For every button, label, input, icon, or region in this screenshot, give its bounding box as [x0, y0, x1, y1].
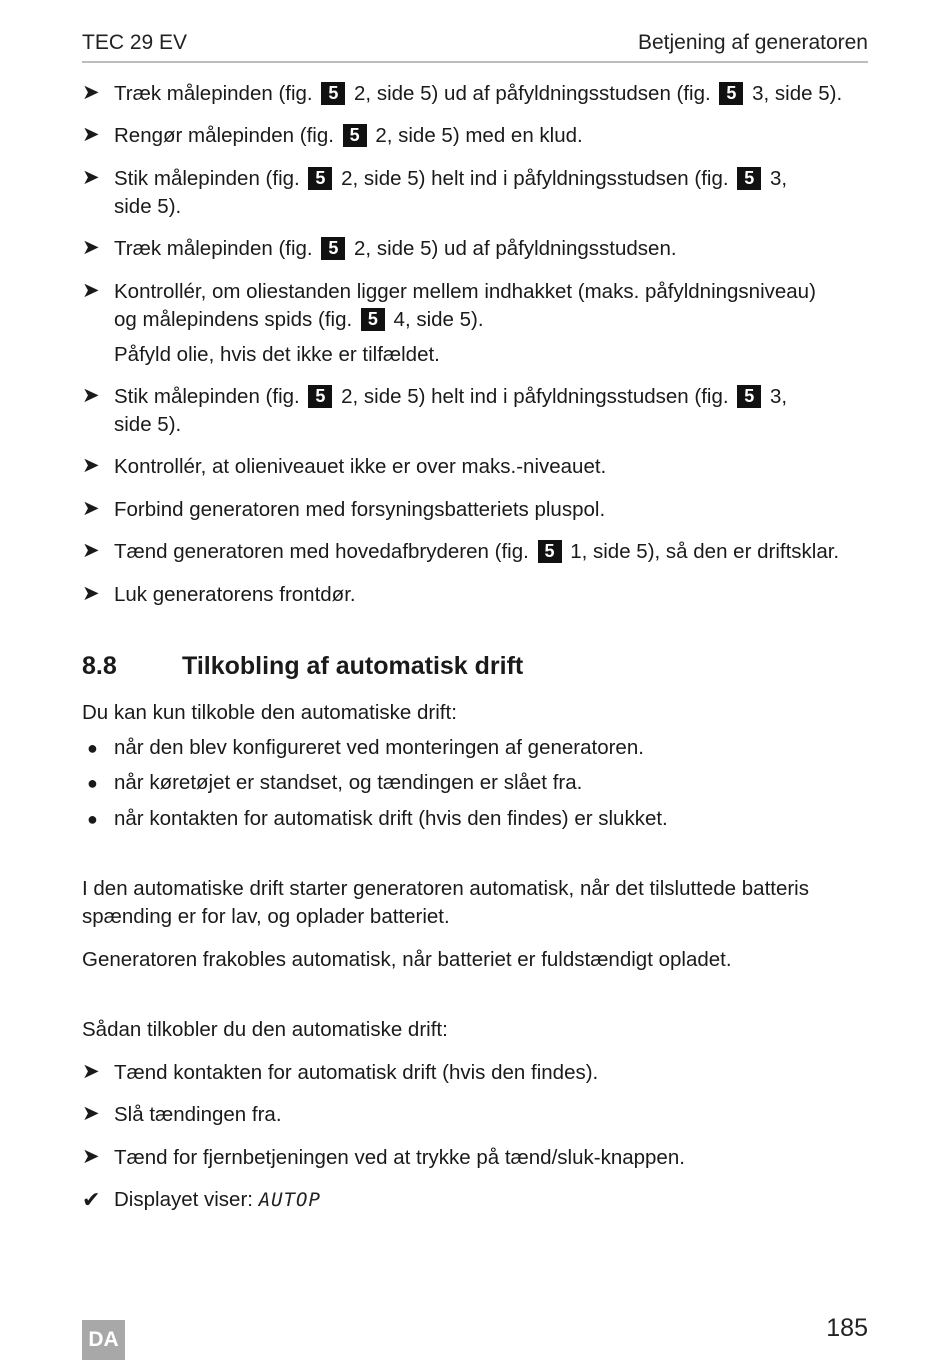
arrow-right-icon: ➤ [82, 279, 100, 302]
page-header [82, 28, 868, 63]
checkmark-icon: ✔ [82, 1187, 101, 1212]
step-text: 2, side 5) helt ind i påfyldningsstudsen (fig. [335, 385, 735, 408]
step-text: 2, side 5) med en klud. [369, 124, 583, 147]
step-text: side 5). [114, 413, 182, 436]
instruction-step [82, 496, 872, 524]
step-text: 3, side 5). [746, 82, 843, 105]
figure-reference-badge: 5 [737, 167, 761, 190]
chapter-title: Betjening af generatoren [637, 31, 868, 54]
arrow-right-icon: ➤ [82, 384, 100, 407]
instruction-step [82, 165, 872, 221]
step-text: og målepindens spids (fig. [114, 308, 358, 331]
step-text: Tænd for fjernbetjeningen ved at trykke på tænd/sluk-knappen. [114, 1146, 685, 1169]
bullet-icon: ● [87, 809, 98, 829]
howto-intro: Sådan tilkobler du den automatiske drift: [82, 1018, 448, 1041]
step-text: Luk generatorens frontdør. [114, 583, 356, 606]
arrow-right-icon: ➤ [82, 166, 100, 189]
instruction-step [82, 1101, 872, 1129]
bullet-icon: ● [87, 773, 98, 793]
step-text: 1, side 5), så den er driftsklar. [564, 540, 840, 563]
section-title: Tilkobling af automatisk drift [182, 652, 524, 680]
figure-reference-badge: 5 [538, 540, 562, 563]
arrow-right-icon: ➤ [82, 454, 100, 477]
paragraph-line: I den automatiske drift starter generatoren automatisk, når det tilsluttede batteris [82, 877, 809, 900]
step-text: Tænd kontakten for automatisk drift (hvis den findes). [114, 1061, 599, 1084]
instruction-step [82, 122, 872, 150]
step-text: Forbind generatoren med forsyningsbatteriets pluspol. [114, 498, 606, 521]
body-paragraph [82, 875, 872, 931]
list-item [82, 805, 872, 833]
list-item-text: når kontakten for automatisk drift (hvis den findes) er slukket. [114, 807, 668, 830]
section-number: 8.8 [82, 652, 117, 680]
arrow-right-icon: ➤ [82, 236, 100, 259]
instruction-step [82, 1059, 872, 1087]
instruction-step [82, 538, 872, 566]
step-text: Stik målepinden (fig. [114, 167, 306, 190]
bullet-icon: ● [87, 738, 98, 758]
arrow-right-icon: ➤ [82, 1145, 100, 1168]
arrow-right-icon: ➤ [82, 81, 100, 104]
arrow-right-icon: ➤ [82, 123, 100, 146]
step-text: 2, side 5) ud af påfyldningsstudsen (fig. [348, 82, 717, 105]
step-text: Slå tændingen fra. [114, 1103, 282, 1126]
step-text: Tænd generatoren med hovedafbryderen (fig. [114, 540, 535, 563]
figure-reference-badge: 5 [308, 385, 332, 408]
step-text: 2, side 5) ud af påfyldningsstudsen. [348, 237, 677, 260]
paragraph-line: spænding er for lav, og oplader batteriet. [82, 905, 450, 928]
figure-reference-badge: 5 [343, 124, 367, 147]
page-number: 185 [826, 1314, 868, 1342]
instruction-step [82, 80, 872, 108]
list-item-text: når køretøjet er standset, og tændingen er slået fra. [114, 771, 583, 794]
figure-reference-badge: 5 [719, 82, 743, 105]
result-line [82, 1186, 872, 1214]
step-note: Påfyld olie, hvis det ikke er tilfældet. [114, 343, 440, 366]
step-text: Stik målepinden (fig. [114, 385, 306, 408]
language-badge: DA [82, 1320, 125, 1360]
list-item [82, 769, 872, 797]
step-text: Træk målepinden (fig. [114, 237, 319, 260]
step-text: 3, [764, 385, 788, 408]
arrow-right-icon: ➤ [82, 1060, 100, 1083]
step-text: Rengør målepinden (fig. [114, 124, 340, 147]
section-intro: Du kan kun tilkoble den automatiske drift: [82, 701, 457, 724]
list-item-text: når den blev konfigureret ved monteringen af generatoren. [114, 736, 644, 759]
display-readout: AUTOP [258, 1189, 321, 1211]
step-text: 4, side 5). [387, 308, 484, 331]
instruction-step [82, 1144, 872, 1172]
step-text: Træk målepinden (fig. [114, 82, 319, 105]
step-text: 2, side 5) helt ind i påfyldningsstudsen (fig. [335, 167, 735, 190]
list-item [82, 734, 872, 762]
figure-reference-badge: 5 [308, 167, 332, 190]
step-text: side 5). [114, 195, 182, 218]
figure-reference-badge: 5 [737, 385, 761, 408]
step-text: Kontrollér, om oliestanden ligger mellem indhakket (maks. påfyldningsniveau) [114, 280, 816, 303]
figure-reference-badge: 5 [361, 308, 385, 331]
instruction-step [82, 383, 872, 439]
product-name: TEC 29 EV [82, 31, 188, 54]
step-text: Kontrollér, at olieniveauet ikke er over maks.-niveauet. [114, 455, 607, 478]
instruction-step [82, 581, 872, 609]
step-text: 3, [764, 167, 788, 190]
body-paragraph: Generatoren frakobles automatisk, når batteriet er fuldstændigt opladet. [82, 948, 732, 971]
result-label: Displayet viser: [114, 1188, 259, 1211]
arrow-right-icon: ➤ [82, 582, 100, 605]
figure-reference-badge: 5 [321, 237, 345, 260]
instruction-step [82, 235, 872, 263]
instruction-step [82, 453, 872, 481]
figure-reference-badge: 5 [321, 82, 345, 105]
arrow-right-icon: ➤ [82, 539, 100, 562]
arrow-right-icon: ➤ [82, 497, 100, 520]
arrow-right-icon: ➤ [82, 1102, 100, 1125]
instruction-step [82, 278, 872, 334]
